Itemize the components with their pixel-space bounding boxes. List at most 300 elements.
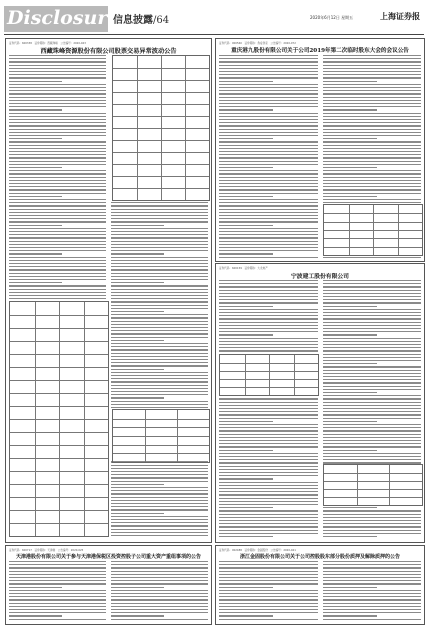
text-line [219,283,318,284]
text-line [219,296,318,297]
text-line [111,330,208,331]
text-line [219,606,318,607]
text-line [9,231,106,232]
text-line [111,490,208,491]
text-line [219,338,318,339]
article-title: 浙江金固股份有限公司关于公司控股股东部分股份质押及解除质押的公告 [239,554,400,560]
text-line [219,286,318,287]
text-line [111,202,208,203]
text-line [9,221,106,222]
text-line [9,250,106,251]
text-line [9,138,62,139]
text-line [111,353,208,354]
text-line [219,344,318,345]
text-line [323,392,377,393]
text-line [9,298,106,299]
text-line [9,132,106,133]
text-line [111,231,208,232]
text-line [9,71,106,72]
data-table [219,354,319,396]
text-line [219,530,318,531]
text-line [9,564,106,565]
text-line [219,488,318,489]
text-line [219,65,318,66]
text-line [9,289,106,290]
text-line [323,177,422,178]
text-line [111,509,208,510]
section-title [113,11,169,26]
text-line [111,295,208,296]
text-line [219,167,273,168]
text-line [111,596,208,597]
text-line [219,580,318,581]
text-line [9,292,106,293]
text-line [219,334,273,335]
text-line [219,228,318,229]
text-line [219,459,318,460]
text-line [219,536,273,537]
text-line [323,453,422,454]
text-line [219,250,318,251]
text-line [219,177,318,178]
text-line [219,398,318,399]
text-line [323,590,422,591]
text-line [9,244,106,245]
text-line [323,574,422,575]
text-line [9,151,106,152]
text-line [219,523,318,524]
text-line [219,97,318,98]
text-line [111,593,208,594]
text-line [219,533,318,534]
text-line [111,484,164,485]
stock-code: 证券代码：600159 证券简称：大龙地产 [219,267,268,270]
text-line [323,561,422,562]
text-line [219,293,318,294]
text-line [219,180,318,181]
text-line [111,260,208,261]
text-line [323,189,422,190]
text-line [9,170,106,171]
text-line [219,161,318,162]
text-line [9,154,106,155]
text-line [219,186,318,187]
text-line [9,263,106,264]
text-line [323,186,422,187]
text-line [323,125,422,126]
text-line [323,161,422,162]
text-line [219,450,273,451]
text-line [9,74,106,75]
text-line [111,317,208,318]
text-line [111,394,208,395]
article-5 [215,545,425,625]
text-line [9,593,106,594]
text-line [323,164,422,165]
text-line [323,437,422,438]
text-line [9,583,106,584]
text-line [219,402,318,403]
text-line [9,606,106,607]
text-line [9,253,62,254]
text-line [323,564,422,565]
text-line [9,103,106,104]
text-line [111,516,208,517]
text-line [9,619,106,620]
text-line [219,141,318,142]
text-line [9,199,106,200]
text-line [323,103,422,104]
text-line [9,599,106,600]
text-line [111,603,208,604]
text-line [219,154,318,155]
stock-code: 证券代码：000560 证券简称：我爱我家 公告编号：2020-072 [219,42,296,45]
text-line [219,561,318,562]
text-line [219,257,318,258]
text-line [9,561,106,562]
text-line [219,411,318,412]
text-line [111,209,208,210]
text-line [219,74,318,75]
text-line [9,225,62,226]
text-line [219,241,318,242]
text-line [111,266,208,267]
text-line [219,299,318,300]
text-line [219,125,318,126]
text-line [9,241,106,242]
text-line [111,599,208,600]
text-line [111,269,208,270]
text-line [111,362,208,363]
text-line [323,135,422,136]
text-line [9,68,106,69]
text-line [9,603,106,604]
text-line [111,529,208,530]
text-line [219,520,318,521]
text-line [323,395,422,396]
text-line [111,369,164,370]
text-line [219,577,318,578]
text-line [323,199,422,200]
text-line [111,535,208,536]
text-line [219,77,318,78]
text-line [111,577,208,578]
data-table [323,464,423,506]
text-line [219,61,318,62]
text-line [219,564,318,565]
text-line [9,183,106,184]
text-line [111,583,208,584]
text-line [323,322,422,323]
text-line [111,391,208,392]
text-line [323,151,422,152]
text-line [111,587,164,588]
text-line [219,280,318,281]
text-line [9,295,106,296]
text-line [219,253,273,254]
text-line [219,437,318,438]
text-line [111,525,208,526]
newspaper-name: 上海证券报 [380,11,420,21]
text-line [219,68,318,69]
text-line [9,148,106,149]
text-line [111,571,208,572]
text-line [323,510,422,511]
text-line [219,205,318,206]
text-line [111,359,208,360]
text-line [323,334,377,335]
text-line [219,494,318,495]
text-line [323,514,422,515]
text-line [323,347,422,348]
text-line [219,574,318,575]
text-line [9,237,106,238]
text-line [111,324,208,325]
text-line [219,202,318,203]
text-line [9,65,106,66]
text-line [111,327,208,328]
text-line [219,514,318,515]
text-line [219,469,318,470]
text-line [111,506,208,507]
text-line [323,354,422,355]
text-line [219,328,318,329]
text-line [323,456,422,457]
text-line [219,408,318,409]
text-line [323,315,422,316]
text-line [111,241,208,242]
data-table [9,301,109,537]
text-line [323,58,422,59]
text-line [323,141,422,142]
text-line [111,301,208,302]
text-line [9,247,106,248]
text-line [323,312,422,313]
text-line [219,173,318,174]
text-line [323,318,422,319]
text-line [323,257,422,258]
text-line [323,113,422,114]
text-line [323,526,422,527]
text-line [323,173,422,174]
text-line [9,615,62,616]
text-line [323,567,422,568]
text-line [219,587,273,588]
text-line [9,186,106,187]
text-line [323,421,377,422]
text-line [219,462,318,463]
text-line [323,357,422,358]
text-line [323,286,422,287]
text-line [323,306,377,307]
text-line [111,298,208,299]
text-line [219,58,318,59]
data-table [112,55,210,201]
text-line [111,481,208,482]
article-4 [5,545,212,625]
text-line [219,113,318,114]
text-line [323,450,377,451]
text-line [323,587,377,588]
text-line [219,446,318,447]
text-line [9,97,106,98]
text-line [111,215,208,216]
text-line [219,151,318,152]
text-line [111,388,208,389]
text-line [111,574,208,575]
text-line [219,244,318,245]
text-line [323,290,422,291]
text-line [9,145,106,146]
text-line [219,312,318,313]
text-line [323,583,422,584]
text-line [323,360,422,361]
text-line [9,55,106,56]
text-line [323,517,422,518]
text-line [9,84,106,85]
text-line [219,306,273,307]
text-line [219,526,318,527]
text-line [219,100,318,101]
text-line [219,510,318,511]
text-line [111,372,208,373]
text-line [219,430,318,431]
text-line [219,609,318,610]
text-line [9,81,62,82]
text-line [219,567,318,568]
text-line [323,119,422,120]
text-line [9,87,106,88]
text-line [323,302,422,303]
text-line [219,596,318,597]
text-line [219,418,318,419]
text-line [111,314,208,315]
text-line [111,333,208,334]
text-line [219,122,318,123]
text-line [111,385,208,386]
article-1 [5,38,212,543]
text-line [111,285,208,286]
text-line [219,615,273,616]
text-line [219,212,318,213]
text-line [323,293,422,294]
text-line [323,520,422,521]
text-line [9,93,106,94]
text-line [323,296,422,297]
text-line [9,90,106,91]
text-line [219,189,318,190]
article-title: 宁波建工股份有限公司 [291,274,349,280]
text-line [9,205,106,206]
text-line [219,138,273,139]
text-line [219,106,318,107]
text-line [323,612,422,613]
page-header [0,0,428,36]
text-line [9,282,62,283]
text-line [323,606,422,607]
text-line [219,218,318,219]
text-line [111,397,164,398]
text-line [9,587,62,588]
text-line [9,58,106,59]
masthead-label: Disclosure [7,7,120,29]
text-line [9,209,106,210]
text-line [9,202,106,203]
text-line [9,571,106,572]
text-line [111,250,208,251]
text-line [111,205,208,206]
text-line [323,148,422,149]
text-line [323,405,422,406]
text-line [323,61,422,62]
text-line [111,532,208,533]
text-line [9,125,106,126]
article-2 [215,38,425,262]
text-line [111,465,208,466]
text-line [323,402,422,403]
text-line [219,482,318,483]
text-line [323,507,377,508]
text-line [111,522,208,523]
text-line [9,218,106,219]
text-line [9,61,106,62]
text-line [323,87,422,88]
text-line [323,382,422,383]
text-line [323,90,422,91]
text-line [9,77,106,78]
text-line [111,404,208,405]
text-line [323,328,422,329]
text-line [219,87,318,88]
text-line [323,74,422,75]
text-line [111,321,208,322]
issue-date: 2020年6月12日 星期五 [310,15,354,20]
text-line [323,167,377,168]
text-line [111,365,208,366]
text-line [219,237,318,238]
text-line [219,318,318,319]
text-line [219,599,318,600]
text-line [111,305,208,306]
text-line [323,370,422,371]
text-line [219,421,273,422]
text-line [9,596,106,597]
text-line [219,501,318,502]
text-line [323,596,422,597]
text-line [111,378,208,379]
text-line [323,122,422,123]
text-line [219,485,318,486]
text-line [219,309,318,310]
text-line [323,580,422,581]
text-line [219,424,318,425]
text-line [323,536,377,537]
text-line [111,356,208,357]
text-line [219,475,318,476]
text-line [111,257,208,258]
text-line [111,493,208,494]
text-line [323,363,377,364]
text-line [219,225,273,226]
text-line [111,468,208,469]
text-line [323,138,377,139]
text-line [111,580,208,581]
text-line [111,519,208,520]
text-line [111,244,208,245]
text-line [111,471,208,472]
text-line [111,349,208,350]
text-line [323,376,422,377]
